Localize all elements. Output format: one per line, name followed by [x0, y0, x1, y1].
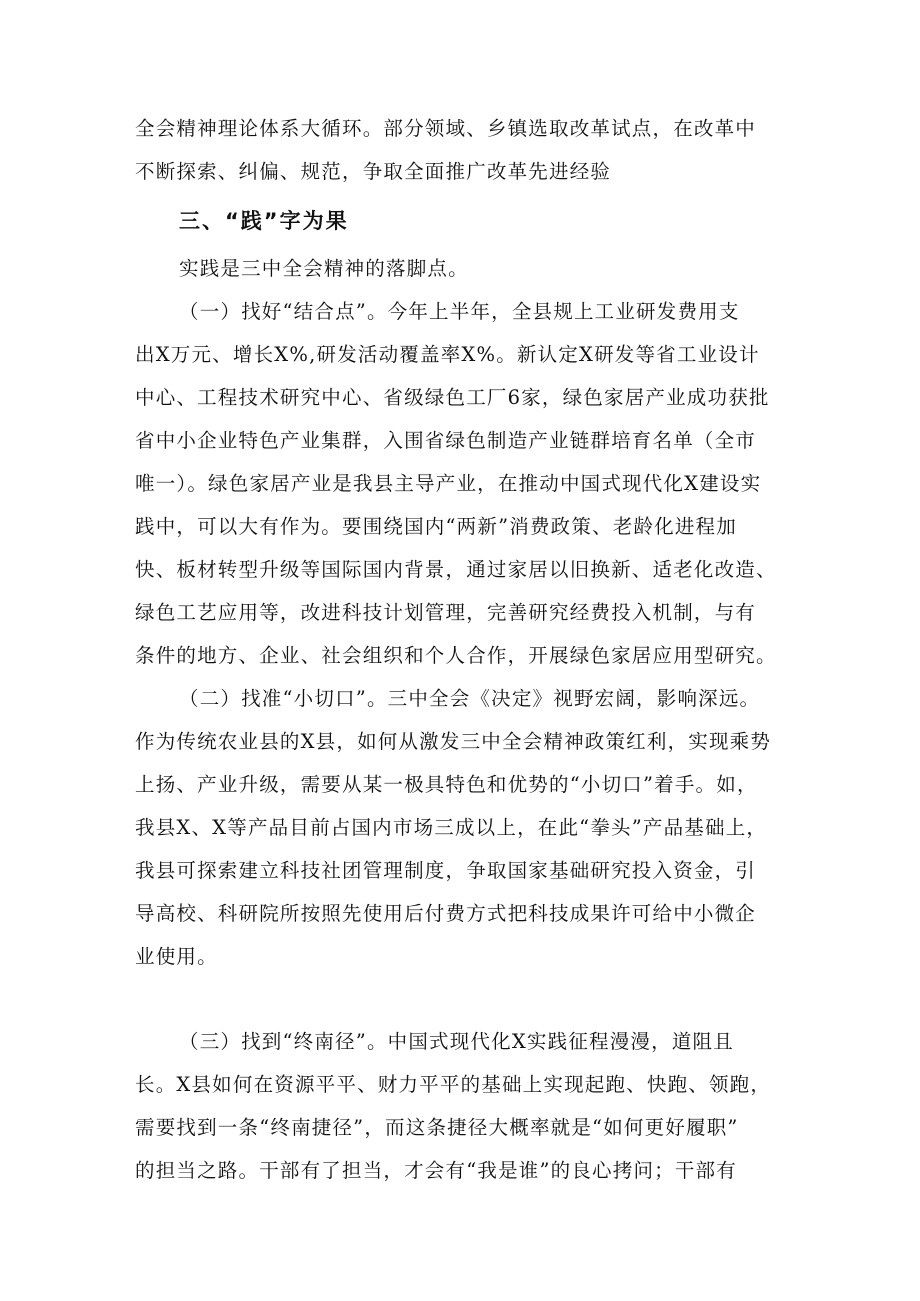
text-line: 条件的地方、企业、社会组织和个人合作，开展绿色家居应用型研究。: [135, 644, 777, 667]
paragraph-2-start: （二）找准“小切口”。三中全会《决定》视野宏阔，影响深远。: [179, 687, 761, 710]
paragraph-1-start: （一）找好“结合点”。今年上半年，全县规上工业研发费用支: [179, 300, 740, 323]
text-line: 中心、工程技术研究中心、省级绿色工厂6家，绿色家居产业成功获批: [135, 386, 770, 409]
text-line: 上扬、产业升级，需要从某一极具特色和优势的“小切口”着手。如，: [135, 773, 758, 796]
text-line: 省中小企业特色产业集群，入围省绿色制造产业链群培育名单（全市: [135, 429, 757, 452]
text-line: 长。X县如何在资源平平、财力平平的基础上实现起跑、快跑、领跑，: [135, 1073, 772, 1096]
paragraph-3-start: （三）找到“终南径”。中国式现代化X实践征程漫漫，道阻且: [179, 1030, 734, 1053]
text-line: 我县X、X等产品目前占国内市场三成以上，在此“拳头”产品基础上，: [135, 816, 768, 839]
text-line: 实践是三中全会精神的落脚点。: [179, 257, 469, 280]
text-line: 不断探索、纠偏、规范，争取全面推广改革先进经验: [135, 160, 612, 183]
text-line: 我县可探索建立科技社团管理制度，争取国家基础研究投入资金，引: [135, 859, 757, 882]
text-line: 业使用。: [135, 945, 218, 968]
text-line: 导高校、科研院所按照先使用后付费方式把科技成果许可给中小微企: [135, 902, 757, 925]
text-line: 绿色工艺应用等，改进科技计划管理，完善研究经费投入机制，与有: [135, 601, 757, 624]
body-text: [135, 1020, 795, 1192]
text-line: 作为传统农业县的X县，如何从激发三中全会精神政策红利，实现乘势: [135, 730, 772, 753]
text-line: 快、板材转型升级等国际国内背景，通过家居以旧换新、适老化改造、: [135, 558, 777, 581]
text-line: 需要找到一条“终南捷径”，而这条捷径大概率就是“如何更好履职”: [135, 1116, 739, 1139]
body-text: [135, 247, 795, 978]
text-line: 出X万元、增长X%,研发活动覆盖率X%。新认定X研发等省工业设计: [135, 343, 760, 366]
text-line: 践中，可以大有作为。要围绕国内“两新”消费政策、老龄化进程加: [135, 515, 737, 538]
section-heading-block: [135, 200, 795, 243]
text-line: 的担当之路。干部有了担当，才会有“我是谁”的良心拷问；干部有: [135, 1159, 737, 1182]
text-line: 全会精神理论体系大循环。部分领域、乡镇选取改革试点，在改革中: [135, 117, 757, 140]
text-line: 唯一）。绿色家居产业是我县主导产业，在推动中国式现代化X建设实: [135, 472, 762, 495]
body-text: [135, 107, 795, 193]
section-heading: 三、“践”字为果: [179, 209, 349, 233]
